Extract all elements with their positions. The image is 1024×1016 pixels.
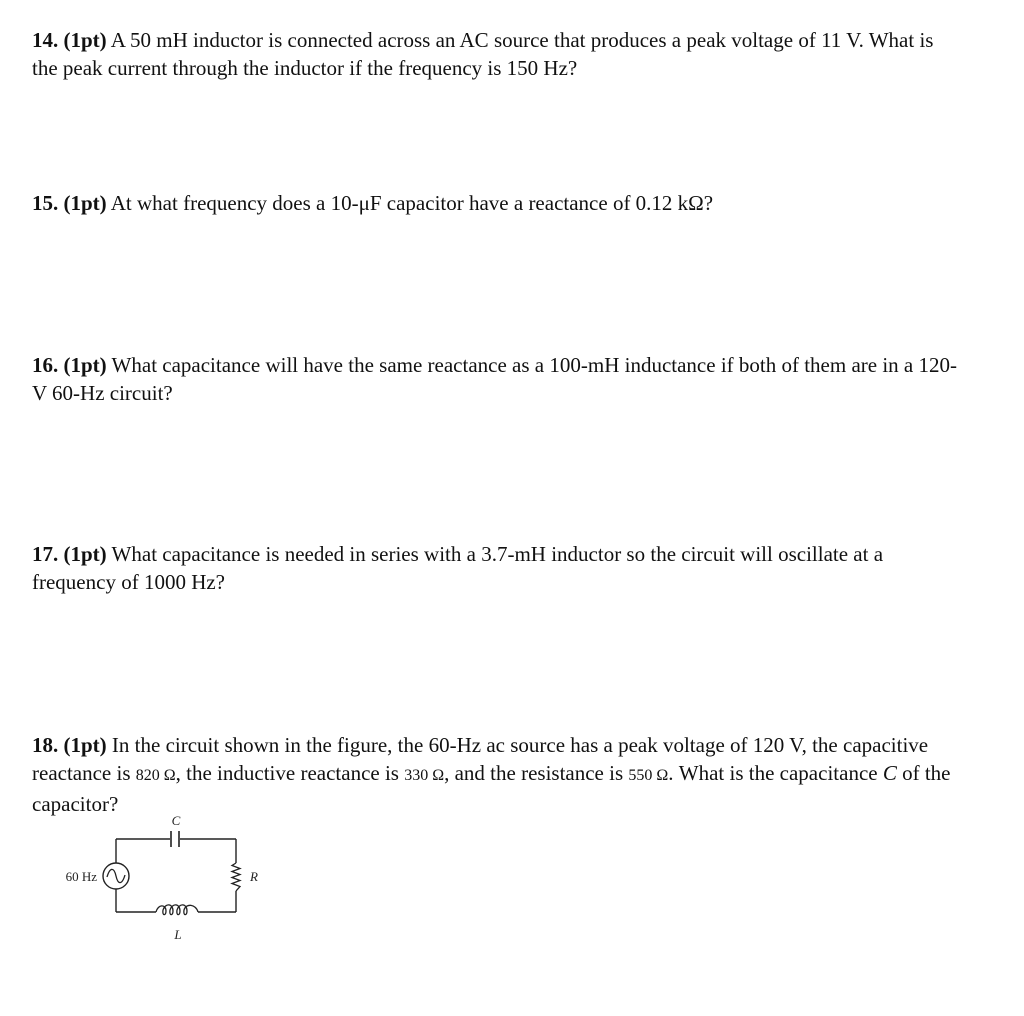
question-number: 17. (1pt) <box>32 542 107 566</box>
inductive-reactance-value: 330 Ω <box>404 767 445 784</box>
question-text: At what frequency does a 10-μF capacitor have a reactance of 0.12 kΩ? <box>110 191 714 215</box>
question-number: 16. (1pt) <box>32 353 107 377</box>
source-frequency-label: 60 Hz <box>65 869 97 884</box>
capacitor-symbol <box>171 831 179 847</box>
question-18 <box>32 731 962 818</box>
question-text-part: , and the resistance is <box>444 761 624 785</box>
resistor-symbol <box>232 863 240 891</box>
question-number: 15. (1pt) <box>32 191 107 215</box>
question-text: What capacitance is needed in series with a 3.7-mH inductor so the circuit will oscillate at a frequency of 1000 Hz? <box>32 542 884 594</box>
question-text-part: . What is the capacitance <box>668 761 878 785</box>
inductor-symbol <box>156 905 198 915</box>
question-text: A 50 mH inductor is connected across an AC source that produces a peak voltage of 11 V. What is the peak current through the inductor if the frequency is 150 Hz? <box>32 28 934 80</box>
question-text-part: of the capacitor? <box>32 761 951 816</box>
capacitive-reactance-value: 820 Ω <box>135 767 176 784</box>
circuit-wires <box>116 839 236 912</box>
question-15 <box>32 189 962 217</box>
question-17 <box>32 540 962 596</box>
question-text: What capacitance will have the same reactance as a 100-mH inductance if both of them are in a 120-V 60-Hz circuit? <box>32 353 957 405</box>
question-text-part: , the inductive reactance is <box>175 761 399 785</box>
capacitance-symbol: C <box>882 761 897 785</box>
inductor-label: L <box>174 927 182 942</box>
question-16 <box>32 351 962 407</box>
rlc-circuit-diagram <box>40 808 280 948</box>
question-number: 14. (1pt) <box>32 28 107 52</box>
resistor-label: R <box>250 869 258 884</box>
question-14 <box>32 26 962 82</box>
question-number: 18. (1pt) <box>32 733 107 757</box>
question-text-part: In the circuit shown in the figure, the 60-Hz ac source has a peak voltage of 120 V, the capacitive reactance is <box>32 733 929 785</box>
resistance-value: 550 Ω <box>628 767 669 784</box>
capacitor-label: C <box>171 813 181 828</box>
ac-source-icon <box>103 863 129 889</box>
